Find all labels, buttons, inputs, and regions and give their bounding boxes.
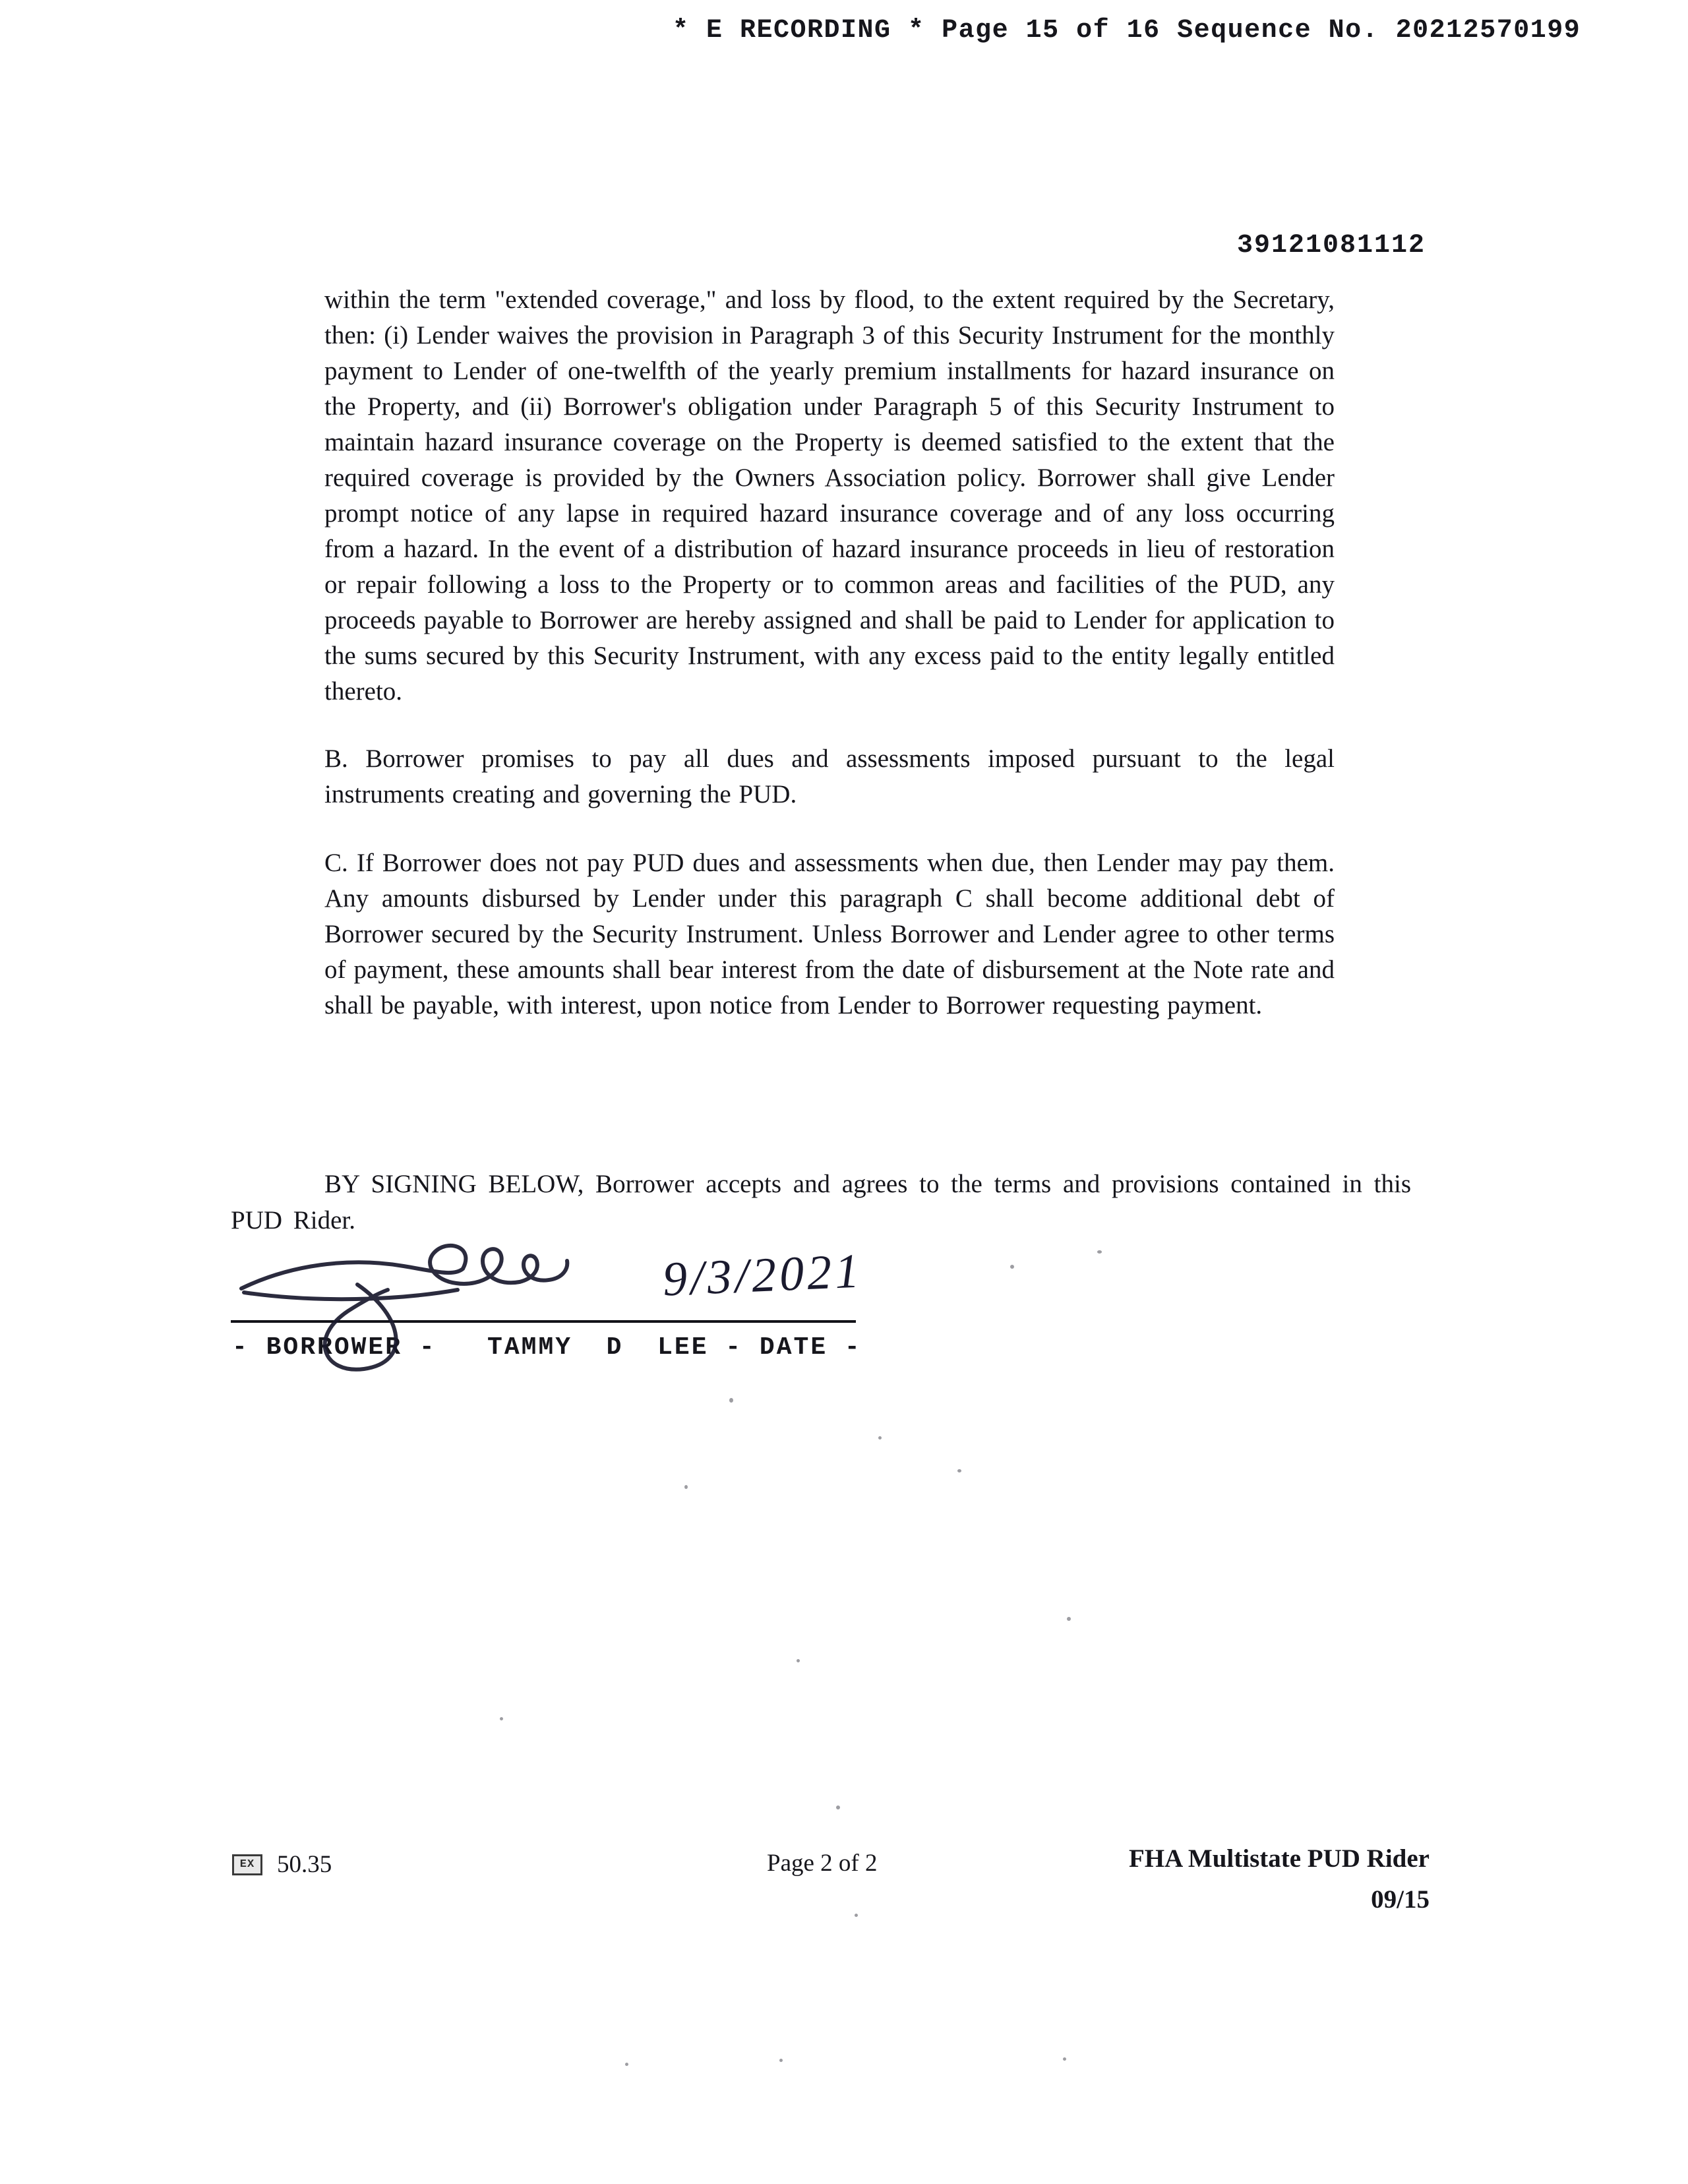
scan-speck (729, 1398, 733, 1403)
scan-speck (836, 1805, 840, 1809)
scan-speck (684, 1485, 688, 1489)
scan-speck (625, 2063, 628, 2066)
handwritten-date: 9/3/2021 (661, 1244, 864, 1307)
signature-line (231, 1320, 856, 1323)
paragraph-b: B. Borrower promises to pay all dues and assessments imposed pursuant to the legal instruments creating and governing the PUD. (324, 744, 1335, 808)
document-body (324, 282, 1335, 1023)
handwritten-signature-icon (237, 1230, 607, 1386)
form-revision: 09/15 (1371, 1885, 1430, 1914)
e-recording-stamp: * E RECORDING * Page 15 of 16 Sequence No. 20212570199 (673, 16, 1581, 46)
scan-speck (855, 1914, 858, 1917)
page-indicator: Page 2 of 2 (767, 1850, 878, 1877)
document-number: 39121081112 (1236, 231, 1426, 260)
footer-form-number-group (232, 1850, 332, 1879)
form-number: 50.35 (277, 1851, 332, 1878)
scan-speck (1097, 1250, 1102, 1254)
scan-speck (1067, 1617, 1071, 1621)
scan-speck (1063, 2057, 1066, 2061)
signing-statement: BY SIGNING BELOW, Borrower accepts and agrees to the terms and provisions contained in this PUD Rider. (231, 1170, 1411, 1234)
form-title: FHA Multistate PUD Rider (1128, 1844, 1430, 1873)
scan-speck (779, 2059, 783, 2062)
scan-speck (957, 1469, 961, 1472)
scan-speck (500, 1717, 503, 1720)
scan-speck (878, 1436, 882, 1440)
paragraph-c: C. If Borrower does not pay PUD dues and assessments when due, then Lender may pay them. Any amounts disbursed by Lender under this paragraph C shall become additional debt of Borrower secured by the Security Instrument. Unless Borrower and Lender agree to other terms of payment, these amounts shall bear interest from the date of disbursement at the Note rate and shall be payable, with interest, upon notice from Lender to Borrower requesting payment. (324, 849, 1335, 1019)
form-vendor-logo-icon: EX (232, 1854, 262, 1875)
signature-caption: - BORROWER - TAMMY D LEE - DATE - (232, 1333, 862, 1362)
scan-speck (797, 1659, 800, 1662)
scan-speck (1010, 1265, 1014, 1269)
paragraph-a-continuation: within the term "extended coverage," and loss by flood, to the extent required by the Secretary, then: (i) Lender waives the provision in Paragraph 3 of this Security Instrument for the monthly payment to Lender of one-twelfth of the yearly premium installments for hazard insurance on the Property, and (ii) Borrower's obligation under Paragraph 5 of this Security Instrument to maintain hazard insurance coverage on the Property is deemed satisfied to the extent that the required coverage is provided by the Owners Association policy. Borrower shall give Lender prompt notice of any lapse in required hazard insurance coverage and of any loss occurring from a hazard. In the event of a distribution of hazard insurance proceeds in lieu of restoration or repair following a loss to the Property or to common areas and facilities of the PUD, any proceeds payable to Borrower are hereby assigned and shall be paid to Lender for application to the sums secured by this Security Instrument, with any excess paid to the entity legally entitled thereto. (324, 286, 1335, 706)
